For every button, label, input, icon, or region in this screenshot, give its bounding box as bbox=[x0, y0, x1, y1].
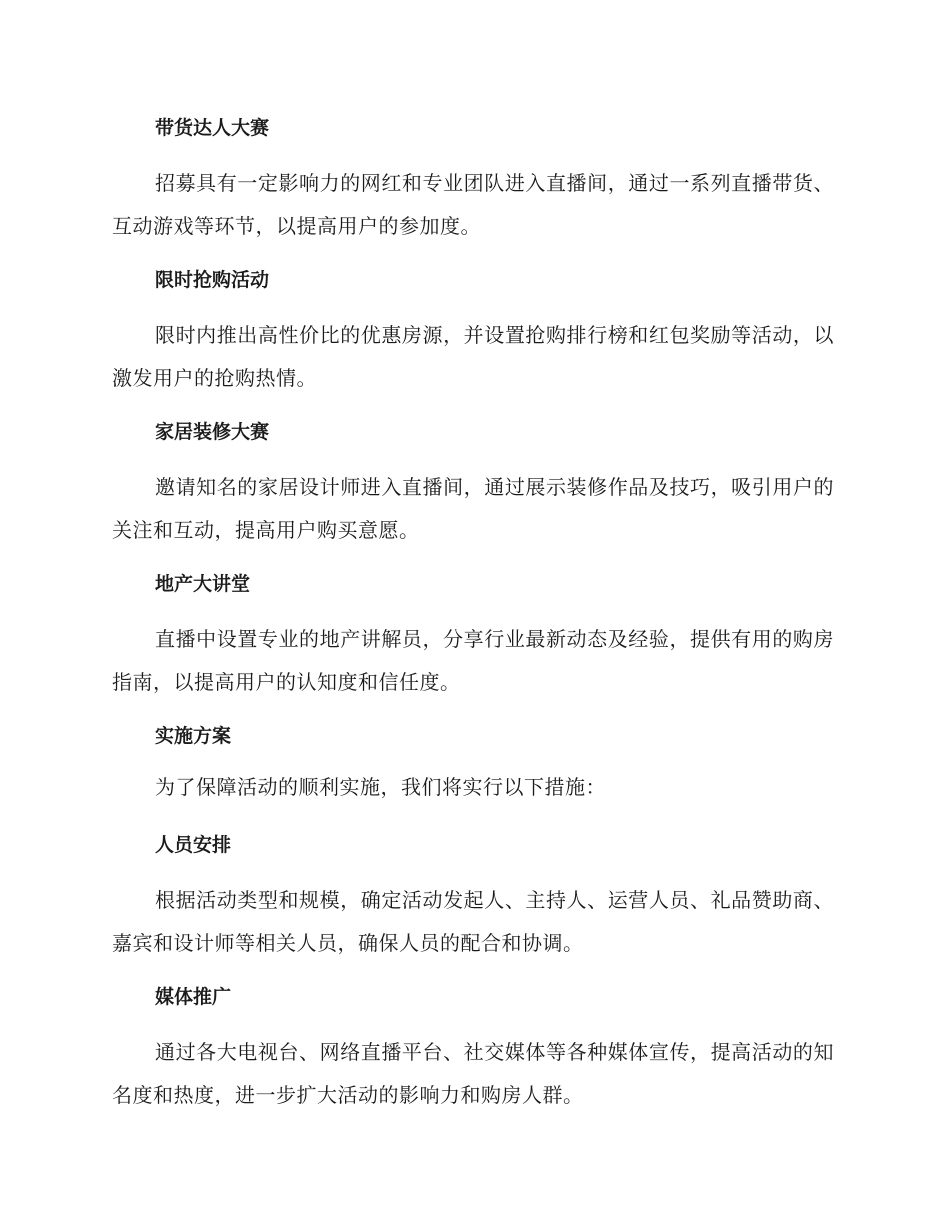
section-heading: 带货达人大赛 bbox=[155, 117, 270, 139]
section-paragraph: 邀请知名的家居设计师进入直播间，通过展示装修作品及技巧，吸引用户的关注和互动，提高用户购买意愿。 bbox=[112, 475, 834, 542]
section-heading: 媒体推广 bbox=[155, 986, 232, 1008]
section-heading: 地产大讲堂 bbox=[155, 573, 251, 595]
section-paragraph: 直播中设置专业的地产讲解员，分享行业最新动态及经验，提供有用的购房指南，以提高用户的认知度和信任度。 bbox=[112, 627, 834, 694]
section-paragraph: 招募具有一定影响力的网红和专业团队进入直播间，通过一系列直播带货、互动游戏等环节，以提高用户的参加度。 bbox=[112, 171, 834, 238]
section-paragraph: 通过各大电视台、网络直播平台、社交媒体等各种媒体宣传，提高活动的知名度和热度，进一步扩大活动的影响力和购房人群。 bbox=[112, 1040, 834, 1107]
section-heading: 人员安排 bbox=[155, 834, 232, 856]
section-paragraph: 限时内推出高性价比的优惠房源，并设置抢购排行榜和红包奖励等活动，以激发用户的抢购热情。 bbox=[112, 323, 834, 390]
section-heading: 限时抢购活动 bbox=[155, 269, 270, 291]
section-heading: 实施方案 bbox=[155, 725, 232, 747]
section-heading: 家居装修大赛 bbox=[155, 421, 270, 443]
section-paragraph: 为了保障活动的顺利实施，我们将实行以下措施： bbox=[155, 775, 606, 799]
section-paragraph: 根据活动类型和规模，确定活动发起人、主持人、运营人员、礼品赞助商、嘉宾和设计师等相关人员，确保人员的配合和协调。 bbox=[112, 888, 834, 955]
